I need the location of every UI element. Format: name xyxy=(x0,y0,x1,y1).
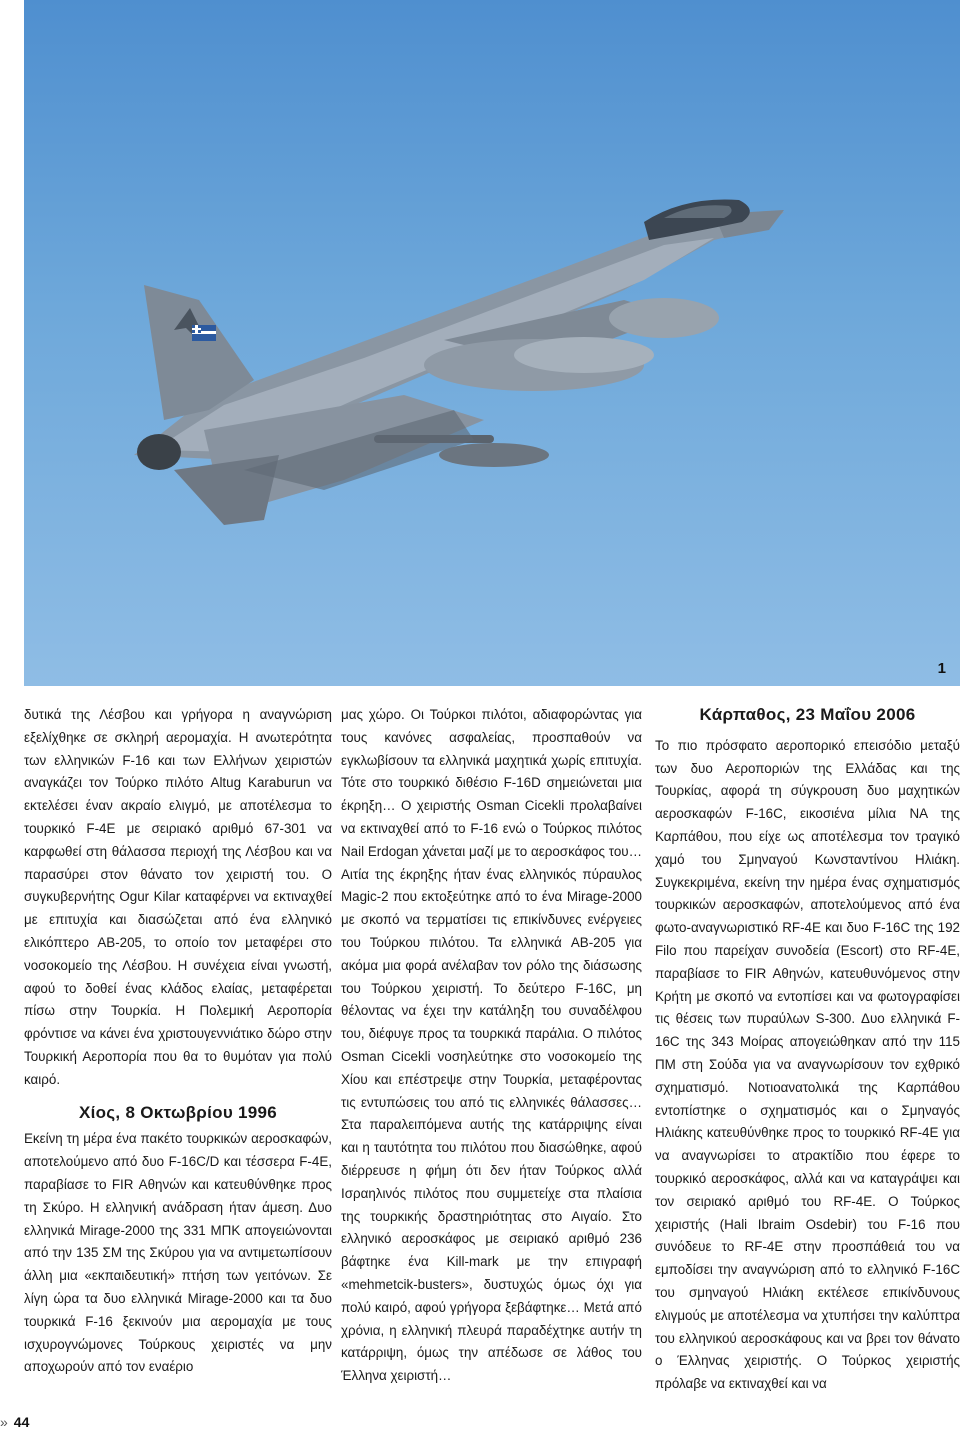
column-2-body-text: μας χώρο. Οι Τούρκοι πιλότοι, αδιαφορώντας για τους κανόνες ασφαλείας, προσπαθούν να εγκλωβίσουν τα ελληνικά μαχητικά χωρίς επιτυχία. Τότε στο τουρκικό διθέσιο F-16D σημειώνεται μια έκρηξη… Ο χειριστής Osman Cicekli προλαβαίνει να εκτιναχθεί από το F-16 ενώ ο Τούρκος πιλότος Nail Erdogan χάνεται μαζί με το αεροσκάφος του… Αιτία της έκρηξης ήταν ένας ελληνικός πύραυλος Magic-2 που εκτοξεύτηκε από το ένα Mirage-2000 με σκοπό να τερματίσει τις επικίνδυνες ενέργειες του Τούρκου πιλότου. Τα ελληνικά AB-205 για ακόμα μια φορά ανέλαβαν τον ρόλο της διάσωσης του Τούρκου χειριστή. Το δεύτερο F-16C, μη θέλοντας να έχει την κατάληξη του συναδέλφου του, διέφυγε προς τα τουρκικά παράλια. Ο πιλότος Osman Cicekli νοσηλεύτηκε στο νοσοκομείο της Χίου και επέστρεψε στην Τουρκία, μεταφέροντας τις εντυπώσεις του από τις ελληνικές θάλασσες… Στα παραλειπόμενα αυτής της κατάρριψης είναι και η ταυτότητα του πιλότου που διασώθηκε, αφού διέρρευσε η φήμη ότι δεν ήταν Τούρκος αλλά Ισραηλινός πιλότος που συμμετείχε στα πλαίσια της τουρκικής δραστηριότητας στο Αιγαίο. Στο ελληνικό αεροσκάφος με σειριακό αριθμό 236 βάφτηκε ένα Kill-mark με την επιγραφή «mehmetcik-busters», δυστυχώς όμως όχι για πολύ καιρό, αφού γρήγορα ξεβάφτηκε… Μετά από χρόνια, η ελληνική πλευρά παραδέχτηκε αυτήν τη κατάρριψη, όμως την απέδωσε σε λάθος του Έλληνα χειριστή… xyxy=(341,707,642,1384)
aircraft-photo xyxy=(24,0,960,686)
page-folio xyxy=(0,1414,29,1430)
column-2 xyxy=(341,704,642,1388)
column-1-lead-text: δυτικά της Λέσβου και γρήγορα η αναγνώριση εξελίχθηκε σε σκληρή αερομαχία. Η ανωτερότητα των ελληνικών F-16 και των Ελλήνων χειριστών αναγκάζει τον Τούρκο πιλότο Altug Karaburun να εκτελέσει έναν ακραίο ελιγμό, με αποτέλεσμα το τουρκικό F-4E με σειριακό αριθμό 67-301 να καρφωθεί στη θάλασσα περιοχή της Λέσβου και να παρασύρει στον θάνατο τον χειριστή του. Ο συγκυβερνήτης Ogur Kilar καταφέρνει να εκτιναχθεί με επιτυχία και διασώζεται από ένα ελληνικό ελικόπτερο AB-205, το οποίο τον μεταφέρει στο νοσοκομείο της Λέσβου. Η συνέχεια είναι γνωστή, αφού το δοθεί ένας κλάδος ελαίας, μεταφέρεται πίσω στην Τουρκία. Η Πολεμική Αεροπορία φρόντισε να κάνει ένα χριστουγεννιάτικο δώρο στην Τουρκική Αεροπορία που θα το θυμόταν για πολύ καιρό. xyxy=(24,707,332,1087)
column-3-body-text: Το πιο πρόσφατο αεροπορικό επεισόδιο μεταξύ των δυο Αεροποριών της Ελλάδας και της Τουρκίας, αφορά τη σύγκρουση δυο μαχητικών αεροσκαφών F-16C, εικοσιένα μίλια ΝΑ της Καρπάθου, που είχε ως αποτέλεσμα τον τραγικό χαμό του Σμηναγού Κωνσταντίνου Ηλιάκη. Συγκεκριμένα, εκείνη την ημέρα ένας σχηματισμός τουρκικών αεροσκαφών, αποτελούμενος από ένα φωτο-αναγνωριστικό RF-4E και δυο F-16C της 192 Filo που παρείχαν συνοδεία (Escort) στο RF-4E, παραβίασε το FIR Αθηνών, κατευθυνόμενος στην Κρήτη με σκοπό να εντοπίσει και να φωτογραφίσει τις θέσεις των πυραύλων S-300. Δυο ελληνικά F-16C της 343 Μοίρας απογειώθηκαν από την 115 ΠΜ στη Σούδα για να αναγνωρίσουν τον εχθρικό σχηματισμό. Νοτιοανατολικά της Καρπάθου εντοπίστηκε ο σχηματισμός και ο Σμηναγός Ηλιάκης κατευθύνθηκε προς το τουρκικό RF-4E για να αναγνωρίσει το ατρακτίδιο που έφερε το τουρκικό αεροσκάφος, αλλά και να καταγράψει και τον σειριακό αριθμό του RF-4E. Ο Τούρκος χειριστής (Hali Ibraim Osdebir) του F-16 που συνόδευε το RF-4E στην προσπάθειά του να εμποδίσει την αναγνώριση από το ελληνικό F-16C του σμηναγού Ηλιάκη εκτέλεσε επικίνδυνους ελιγμούς με αποτέλεσμα να χτυπήσει την καλύπτρα του ελληνικού αεροσκάφους και να βρει τον θάνατο ο Έλληνας χειριστής. Ο Τούρκος χειριστής πρόλαβε να εκτιναχθεί και να xyxy=(655,737,960,1392)
section-heading-chios: Χίος, 8 Οκτωβρίου 1996 xyxy=(78,1102,278,1122)
photo-caption-number: 1 xyxy=(937,660,946,677)
folio-arrow-icon: » xyxy=(0,1414,8,1430)
section-heading-karpathos: Κάρπαθος, 23 Μαΐου 2006 xyxy=(699,705,916,724)
column-1 xyxy=(24,704,332,1379)
column-1-body-text: Εκείνη τη μέρα ένα πακέτο τουρκικών αεροσκαφών, αποτελούμενο από δυο F-16C/D και τέσσερα F-4E, παραβίασε το FIR Αθηνών και κατευθύνθηκε προς τη Σκύρο. Η ελληνική ανάδραση ήταν άμεση. Δυο ελληνικά Mirage-2000 της 331 ΜΠΚ απογειώνονται από την 135 ΣΜ της Σκύρου για να αντιμετωπίσουν άλλη μια «εκπαιδευτική» πτήση των γειτόνων. Σε λίγη ώρα τα δυο ελληνικά Mirage-2000 και τα δυο τουρκικά F-16 ξεκινούν μια αερομαχία με τους ισχυρογνώμονες Τούρκους χειριστές να μην αποχωρούν από τον εναέριο xyxy=(24,1131,332,1375)
page-number: 44 xyxy=(13,1414,30,1430)
f16-jet-illustration xyxy=(24,0,960,686)
column-3 xyxy=(655,704,960,1396)
